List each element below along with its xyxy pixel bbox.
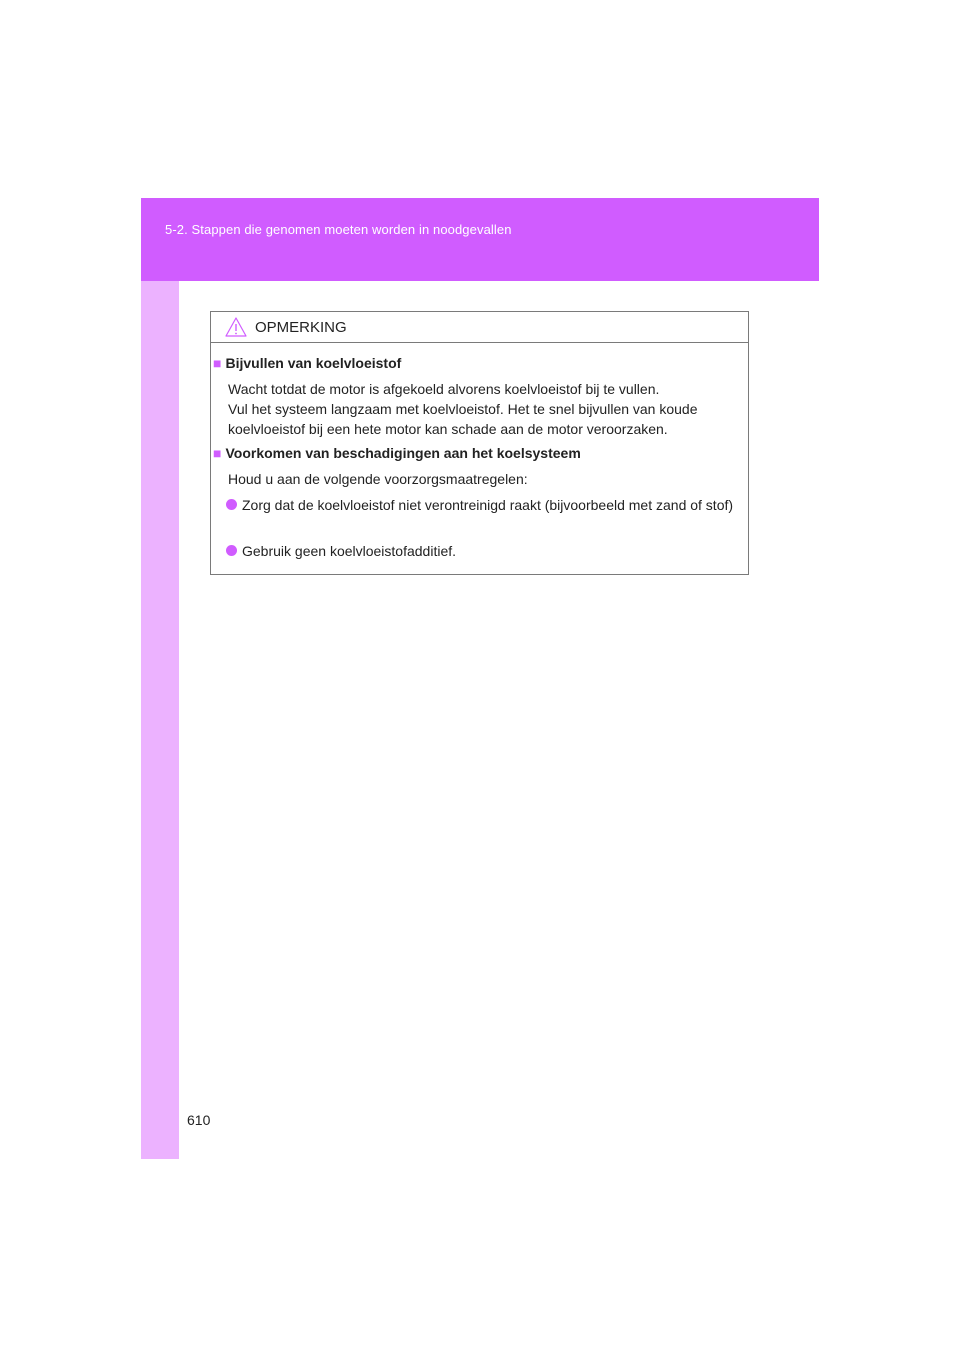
page-number: 610 bbox=[187, 1112, 211, 1128]
paragraph: Wacht totdat de motor is afgekoeld alvorens koelvloeistof bij te vullen. bbox=[228, 381, 660, 397]
section-header-band bbox=[141, 198, 819, 281]
section-heading: ■ Voorkomen van beschadigingen aan het koelsysteem bbox=[213, 445, 581, 461]
paragraph: Vul het systeem langzaam met koelvloeistof. Het te snel bijvullen van koude koelvloeistof bij een hete motor kan schade aan de motor veroorzaken. bbox=[228, 401, 698, 437]
warning-triangle-icon bbox=[225, 317, 247, 337]
dot-bullet-icon bbox=[226, 499, 237, 510]
list-item: Gebruik geen koelvloeistofadditief. bbox=[226, 541, 747, 561]
notice-title: OPMERKING bbox=[255, 319, 347, 336]
list-item: Zorg dat de koelvloeistof niet verontreinigd raakt (bijvoorbeeld met zand of stof) bbox=[226, 495, 747, 515]
dot-bullet-icon bbox=[226, 545, 237, 556]
notice-header bbox=[211, 312, 748, 343]
side-tab-strip bbox=[141, 281, 179, 1159]
square-bullet-icon: ■ bbox=[213, 445, 222, 461]
square-bullet-icon: ■ bbox=[213, 355, 222, 371]
notice-box bbox=[210, 311, 749, 575]
paragraph: Houd u aan de volgende voorzorgsmaatregelen: bbox=[228, 471, 528, 487]
section-heading: ■ Bijvullen van koelvloeistof bbox=[213, 355, 402, 371]
section-breadcrumb: 5-2. Stappen die genomen moeten worden in noodgevallen bbox=[165, 222, 512, 237]
